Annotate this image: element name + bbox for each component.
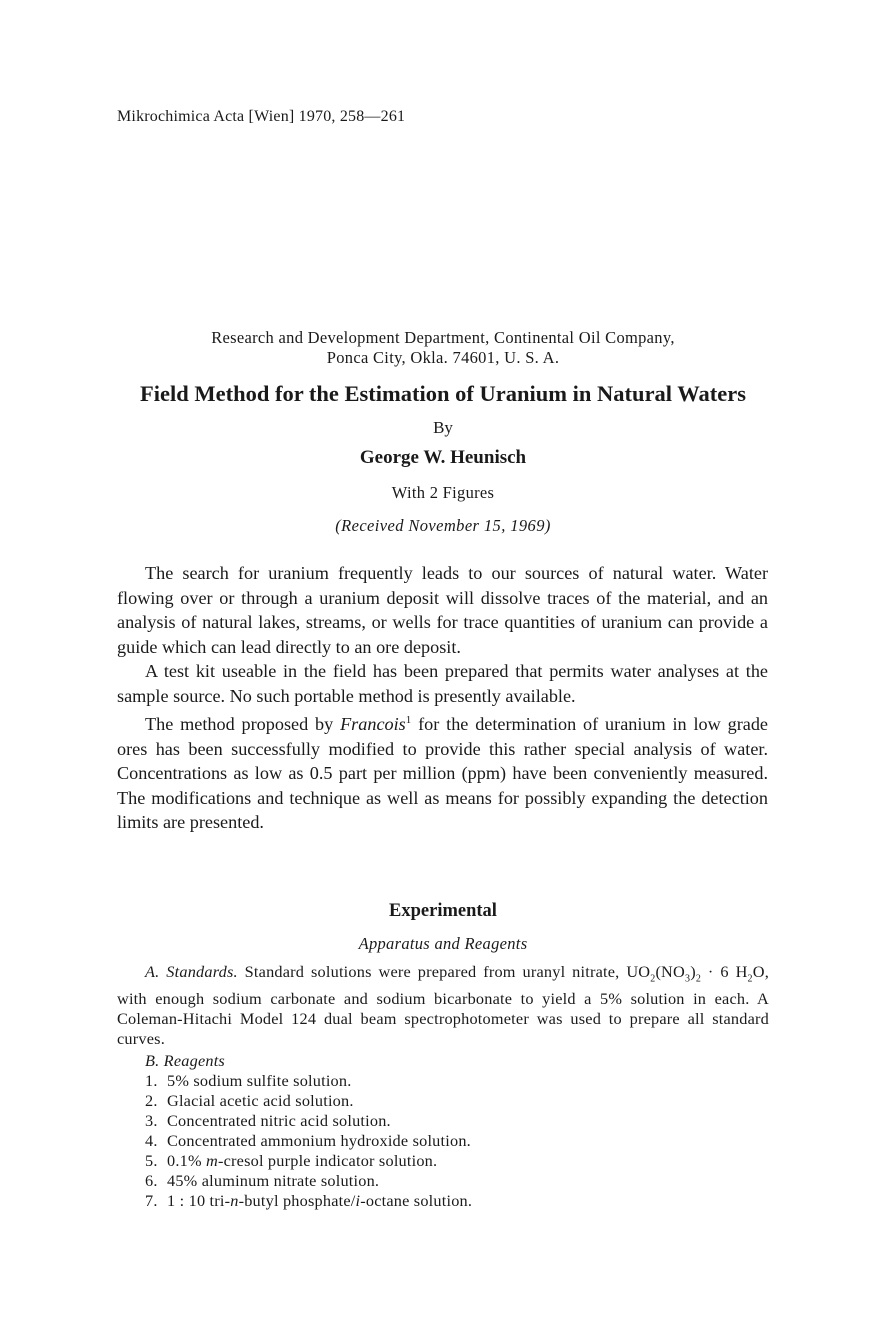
figures-note: With 2 Figures <box>391 483 495 502</box>
intro-paragraph-1: The search for uranium frequently leads to our sources of natural water. Water flowing over or through a uranium deposit will dissolve traces of the material, and an analysis of natural lakes, streams, or wells for trace quantities of uranium can provide a guide which can lead directly to an ore deposit. <box>117 563 768 657</box>
reagents-heading: B. Reagents <box>145 1051 225 1070</box>
paper-title: Field Method for the Estimation of Uranium in Natural Waters <box>139 381 747 406</box>
list-item: 6. 45% aluminum nitrate solution. <box>145 1171 380 1190</box>
standards-label: A. Standards. <box>145 962 238 981</box>
intro-p3-before: The method proposed by <box>145 714 334 735</box>
intro-p3-after: for the determination of uranium in low grade ores has been successfully modified to provide this rather special analysis of water. Concentrations as low as 0.5 part per million (ppm) have been conveniently measured. The modifications and technique as well as means for possibly expanding the detection limits are presented. <box>117 714 768 833</box>
list-item: 4. Concentrated ammonium hydroxide solution. <box>145 1131 471 1150</box>
standards-text-after: with enough sodium carbonate and sodium bicarbonate to yield a 5% solution in each. A Coleman-Hitachi Model 124 dual beam spectrophotometer was used to prepare all standard curves. <box>117 989 769 1049</box>
list-item: 2. Glacial acetic acid solution. <box>145 1091 354 1110</box>
subsection-heading: Apparatus and Reagents <box>358 934 528 953</box>
list-item: 5. 0.1% m-cresol purple indicator solution. <box>145 1151 438 1170</box>
list-item: 3. Concentrated nitric acid solution. <box>145 1111 391 1130</box>
author-name: George W. Heunisch <box>359 447 527 468</box>
standards-paragraph <box>117 962 769 1049</box>
journal-citation: Mikrochimica Acta [Wien] 1970, 258—261 <box>117 108 406 125</box>
list-item: 7. 1 : 10 tri-n-butyl phosphate/i-octane solution. <box>145 1191 473 1210</box>
byline-by: By <box>433 418 453 437</box>
affiliation <box>117 328 769 368</box>
affiliation-line-2: Ponca City, Okla. 74601, U. S. A. <box>326 348 560 367</box>
cited-author: Francois <box>340 714 406 735</box>
uranyl-nitrate-formula: $UO_2(NO_3)_2 \cdot 6$ $H_2O$, <box>626 962 769 985</box>
intro-paragraph-3 <box>117 708 768 835</box>
list-item: 1. 5% sodium sulfite solution. <box>145 1071 352 1090</box>
reagents-list <box>145 1051 472 1211</box>
section-heading: Experimental <box>389 901 497 921</box>
received-date: (Received November 15, 1969) <box>335 516 551 535</box>
standards-text-before: Standard solutions were prepared from uranyl nitrate, <box>244 962 620 981</box>
intro-paragraph-2: A test kit useable in the field has been prepared that permits water analyses at the sample source. No such portable method is presently available. <box>117 661 768 706</box>
introduction <box>117 561 768 835</box>
reference-marker: 1 <box>405 714 412 726</box>
affiliation-line-1: Research and Development Department, Continental Oil Company, <box>211 328 675 347</box>
